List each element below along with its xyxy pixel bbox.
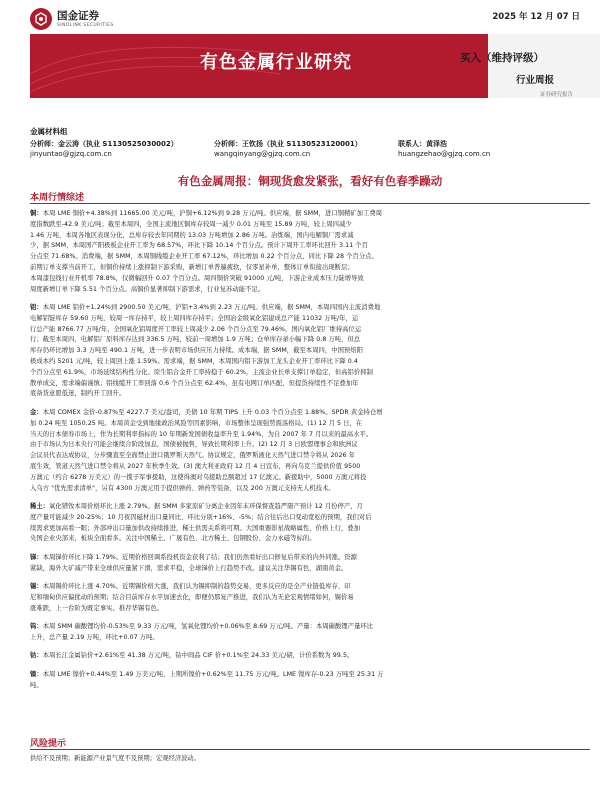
report-date: 2025 年 12 月 07 日 <box>492 12 580 22</box>
contact-name: 联系人：黄泽浩 <box>398 140 447 148</box>
title-banner <box>30 34 600 98</box>
lithium-paragraph: 钨：本周 SMM 碳酸锂均价-0.53%至 9.33 万元/吨，氢氧化锂均价+0.06%至 8.69 万元/吨。产量：本周碳酸锂产量环比 上升，总产量 2.19 万吨，环比+0.07 万吨。 <box>30 623 374 641</box>
cobalt-lead: 钴： <box>30 652 43 659</box>
analyst-2-email[interactable]: wangqinyang@gjzq.com.cn <box>214 150 311 158</box>
rare-earth-lead: 稀土： <box>30 503 50 510</box>
analyst-1-email[interactable]: jinyuntao@gjzq.com.cn <box>30 150 112 158</box>
contact-email[interactable]: huangzehao@gjzq.com.cn <box>398 150 491 158</box>
logo-en-text: SINOLINK SECURITIES <box>57 22 114 28</box>
risk-text: 供给不及预期；新能源产业景气度不及预期；宏观经济波动。 <box>30 755 201 762</box>
main-headline: 有色金属周报：铜现货愈发紧张，看好有色春季躁动 <box>177 174 443 188</box>
report-type: 行业周报 <box>516 75 555 86</box>
cobalt-paragraph: 钴：本周长江金属钴价+2.61%至 41.38 万元/吨，钴中间品 CIF 价+0.1%至 24.33 美元/磅，计价系数为 99.5。 <box>30 652 354 659</box>
rare-earth-paragraph: 稀土：氧化镨钕本周价格环比上涨 2.79%。据 SMM 多家原矿分离企业因年末环保督查趋严限产预计 12 月份停产，月 度产量可能减少 20-25%；10 月夜因磁材出口量同比、环比分别+16%、-5%；结合往后出口变动宽松的预期，我们对后 续需求更加高看一眼；外部冲出口量加供改持续推进，稀土供需关系将可期。大国重器影星战略属性、价格上行，叠加 央国企业央部来，板块全面看多。关注中国稀土、广晟有色、北方稀土、包钢股份、金力永磁等标的。 <box>30 503 372 543</box>
aluminum-paragraph: 铝：本周 LME 铝价+1.24%到 2900.50 美元/吨，沪铝+3.4%到 2.23 万元/吨。供应端，据 SMM，本周四国内主流消费地 电解铝锭库存 59.60 万吨，较周一库存持平，较上周四库存持平；全国冶金级氧化铝建成总产能 11032 万吨/年，运 行总产能 8766.77 万吨/年，全国氧化铝周度开工率较上周减少 2.06 个百分点至 79.46%，国内氧化铝厂维持高位运 行；截至本周四，电解铝厂原料库存达到 336.5 万吨，较前一周增加 1.9 万吨；仓单库存录小幅下降 0.8 万吨，但总 库存仍环比增加 3.3 万吨至 490.1 万吨，进一步表明市场供应压力持续。成本端，据 SMM，截至本周四，中国预焙阳 极成本约 5201 元/吨，较上周回上涨 1.59%。需求端，据 SMM，本周国内铝下游加工龙头企业开工率环比下降 0.4 个百分点至 61.9%，市场延续结构性分化。原生铝合金开工率持稳于 60.2%，主流企业长单支撑订单稳定，但高铝价抑制 散单成交，需求端偏谨慎；铝线缆开工率回落 0.6 个百分点至 62.4%，虽有电网订单匹配，但提货持续性不足叠加年 底备货意愿低迷，制约开工回升。 <box>30 304 381 398</box>
rating-label: 买入（维持评级） <box>460 52 544 64</box>
report-title: 有色金属行业研究 <box>200 52 352 73</box>
analyst-2-name: 分析师：王钦扬（执业 S1130523120001） <box>214 140 362 148</box>
copper-paragraph: 铜：本周 LME 铜价+4.38%到 11665.00 美元/吨，沪铜+6.12%到 9.28 万元/吨。供应端，据 SMM，进口铜精矿加工费周 度指数跌至-42.9 美元/吨；截至本周四，全国主流地区铜库存较周一减少 0.01 万吨至 15.89 万吨，较上周四减少 1.46 万吨，本周各地区表现分化，总库存较去年同期的 13.03 万吨增加 2.86 万吨。冶炼端，国内电解铜厂需求减 少，据 SMM，本周国产阳极板企业开工率为 68.57%，环比下降 10.14 个百分点。预计下周开工率环比回升 3.11 个百 分点至 71.68%。消费端，据 SMM，本周铜线缆企业开工率 67.12%，环比增加 0.22 个百分点，同比下降 28 个百分点。 前期订单支撑当前开工，但铜价持续上涨抑制下游采购，新增订单普遍疲软，仅零星补单，整体订单衔接出现断层； 本周漆包线行业开机率 78.8%，仅微幅回升 0.07 个百分点。周四铜价突破 91000 元/吨，下游企业成本压力陡增导致 周度新增订单下降 5.51 个百分点。高铜价显著抑制下游需求，行业复苏动能不足。 <box>30 210 383 293</box>
banner-side-panel <box>488 34 600 98</box>
gold-paragraph: 金：本周 COMEX 金价-0.87%至 4227.7 美元/盎司，美债 10 年期 TIPS 上升 0.03 个百分点至 1.88%。SPDR 黄金持仓增 加 0.24 吨至 1050.25 吨。本周黄金受到地缘政治风险等因素影响，市场整体呈现强势震荡格局。(1) 12 月 5 日，在 当天的日本债券市场上，作为长期利率指标的 10 年期新发国债收益率升至 1.94%，为自 2007 年 7 月以来的最高水平。 由于市场认为日本央行可能会继续合阶段加息，国债被抛售，导致长期利率上升。(2) 12 月 3 日欧盟理事会和欧洲议 会议员代表达成协议，分步骤直至全面禁止进口俄罗斯天然气。协议规定，俄罗斯液化天然气进口禁令将从 2026 年 底生效，管道天然气进口禁令将从 2027 年秋季生效。(3) 澳大利亚政府 12 月 4 日宣布，再向乌克兰提供价值 9500 万澳元（约合 6278 万美元）的一揽子军事援助，这使得澳对乌援助总额超过 17 亿澳元。新援助中，5000 万澳元将投 入乌方 "优先需求清单"，另有 4300 万澳元用于提供弹药、弹药等装备，以及 200 万澳元支持无人机技术。 <box>30 409 383 492</box>
section-title: 本周行情综述 <box>30 193 85 203</box>
risk-divider <box>30 749 590 750</box>
industry-group: 金属材料组 <box>30 127 68 136</box>
aluminum-lead: 铝： <box>30 304 43 311</box>
company-logo <box>30 8 114 30</box>
logo-mark-icon <box>30 8 52 30</box>
antimony-paragraph: 锑：本周锑价环比下降 1.79%。近期价格回调系投机资金获利了结；我们仍然看好出口修复后带来的内外同涨。资源 紧缺，海外大矿减产带来全球供应量紧下滑，需求平稳，全球锑价上行趋势不改。建议关注华锡有色，湖南黄金。 <box>30 554 357 572</box>
antimony-lead: 锑： <box>30 554 43 561</box>
nickel-lead: 镍： <box>30 671 43 678</box>
tin-paragraph: 锡：本周锡价环比上涨 4.70%。近期锡价格大涨，我们认为锡抑制的趋势交易，更多反应的是全产业链低库存、印 尼和缅甸供应偏扰动的预期；结合目前库存水平加速去化，即便仍那复产推进，我们认为无论宏观情绪如何，锡价易 涨难跌，上一台阶为既定事实。推荐华锡有色。 <box>30 583 354 612</box>
report-header <box>0 0 600 118</box>
risk-title: 风险提示 <box>30 739 67 749</box>
report-subtype: 证券研究报告 <box>540 92 574 98</box>
section-divider <box>30 203 590 204</box>
copper-lead: 铜： <box>30 210 43 217</box>
analyst-block <box>30 126 590 159</box>
tin-lead: 锡： <box>30 583 43 590</box>
lithium-lead: 钨： <box>30 623 43 630</box>
logo-cn-text: 国金证券 <box>57 9 99 22</box>
gold-lead: 金： <box>30 409 43 416</box>
analyst-1-name: 分析师：金云涛（执业 S1130525030002） <box>30 140 178 148</box>
nickel-paragraph: 镍：本周 LME 镍价+0.44%至 1.49 万美元/吨，上期所镍价+0.62%至 11.75 万元/吨。LME 镍库存-0.23 万吨至 25.31 万 吨。 <box>30 671 384 689</box>
